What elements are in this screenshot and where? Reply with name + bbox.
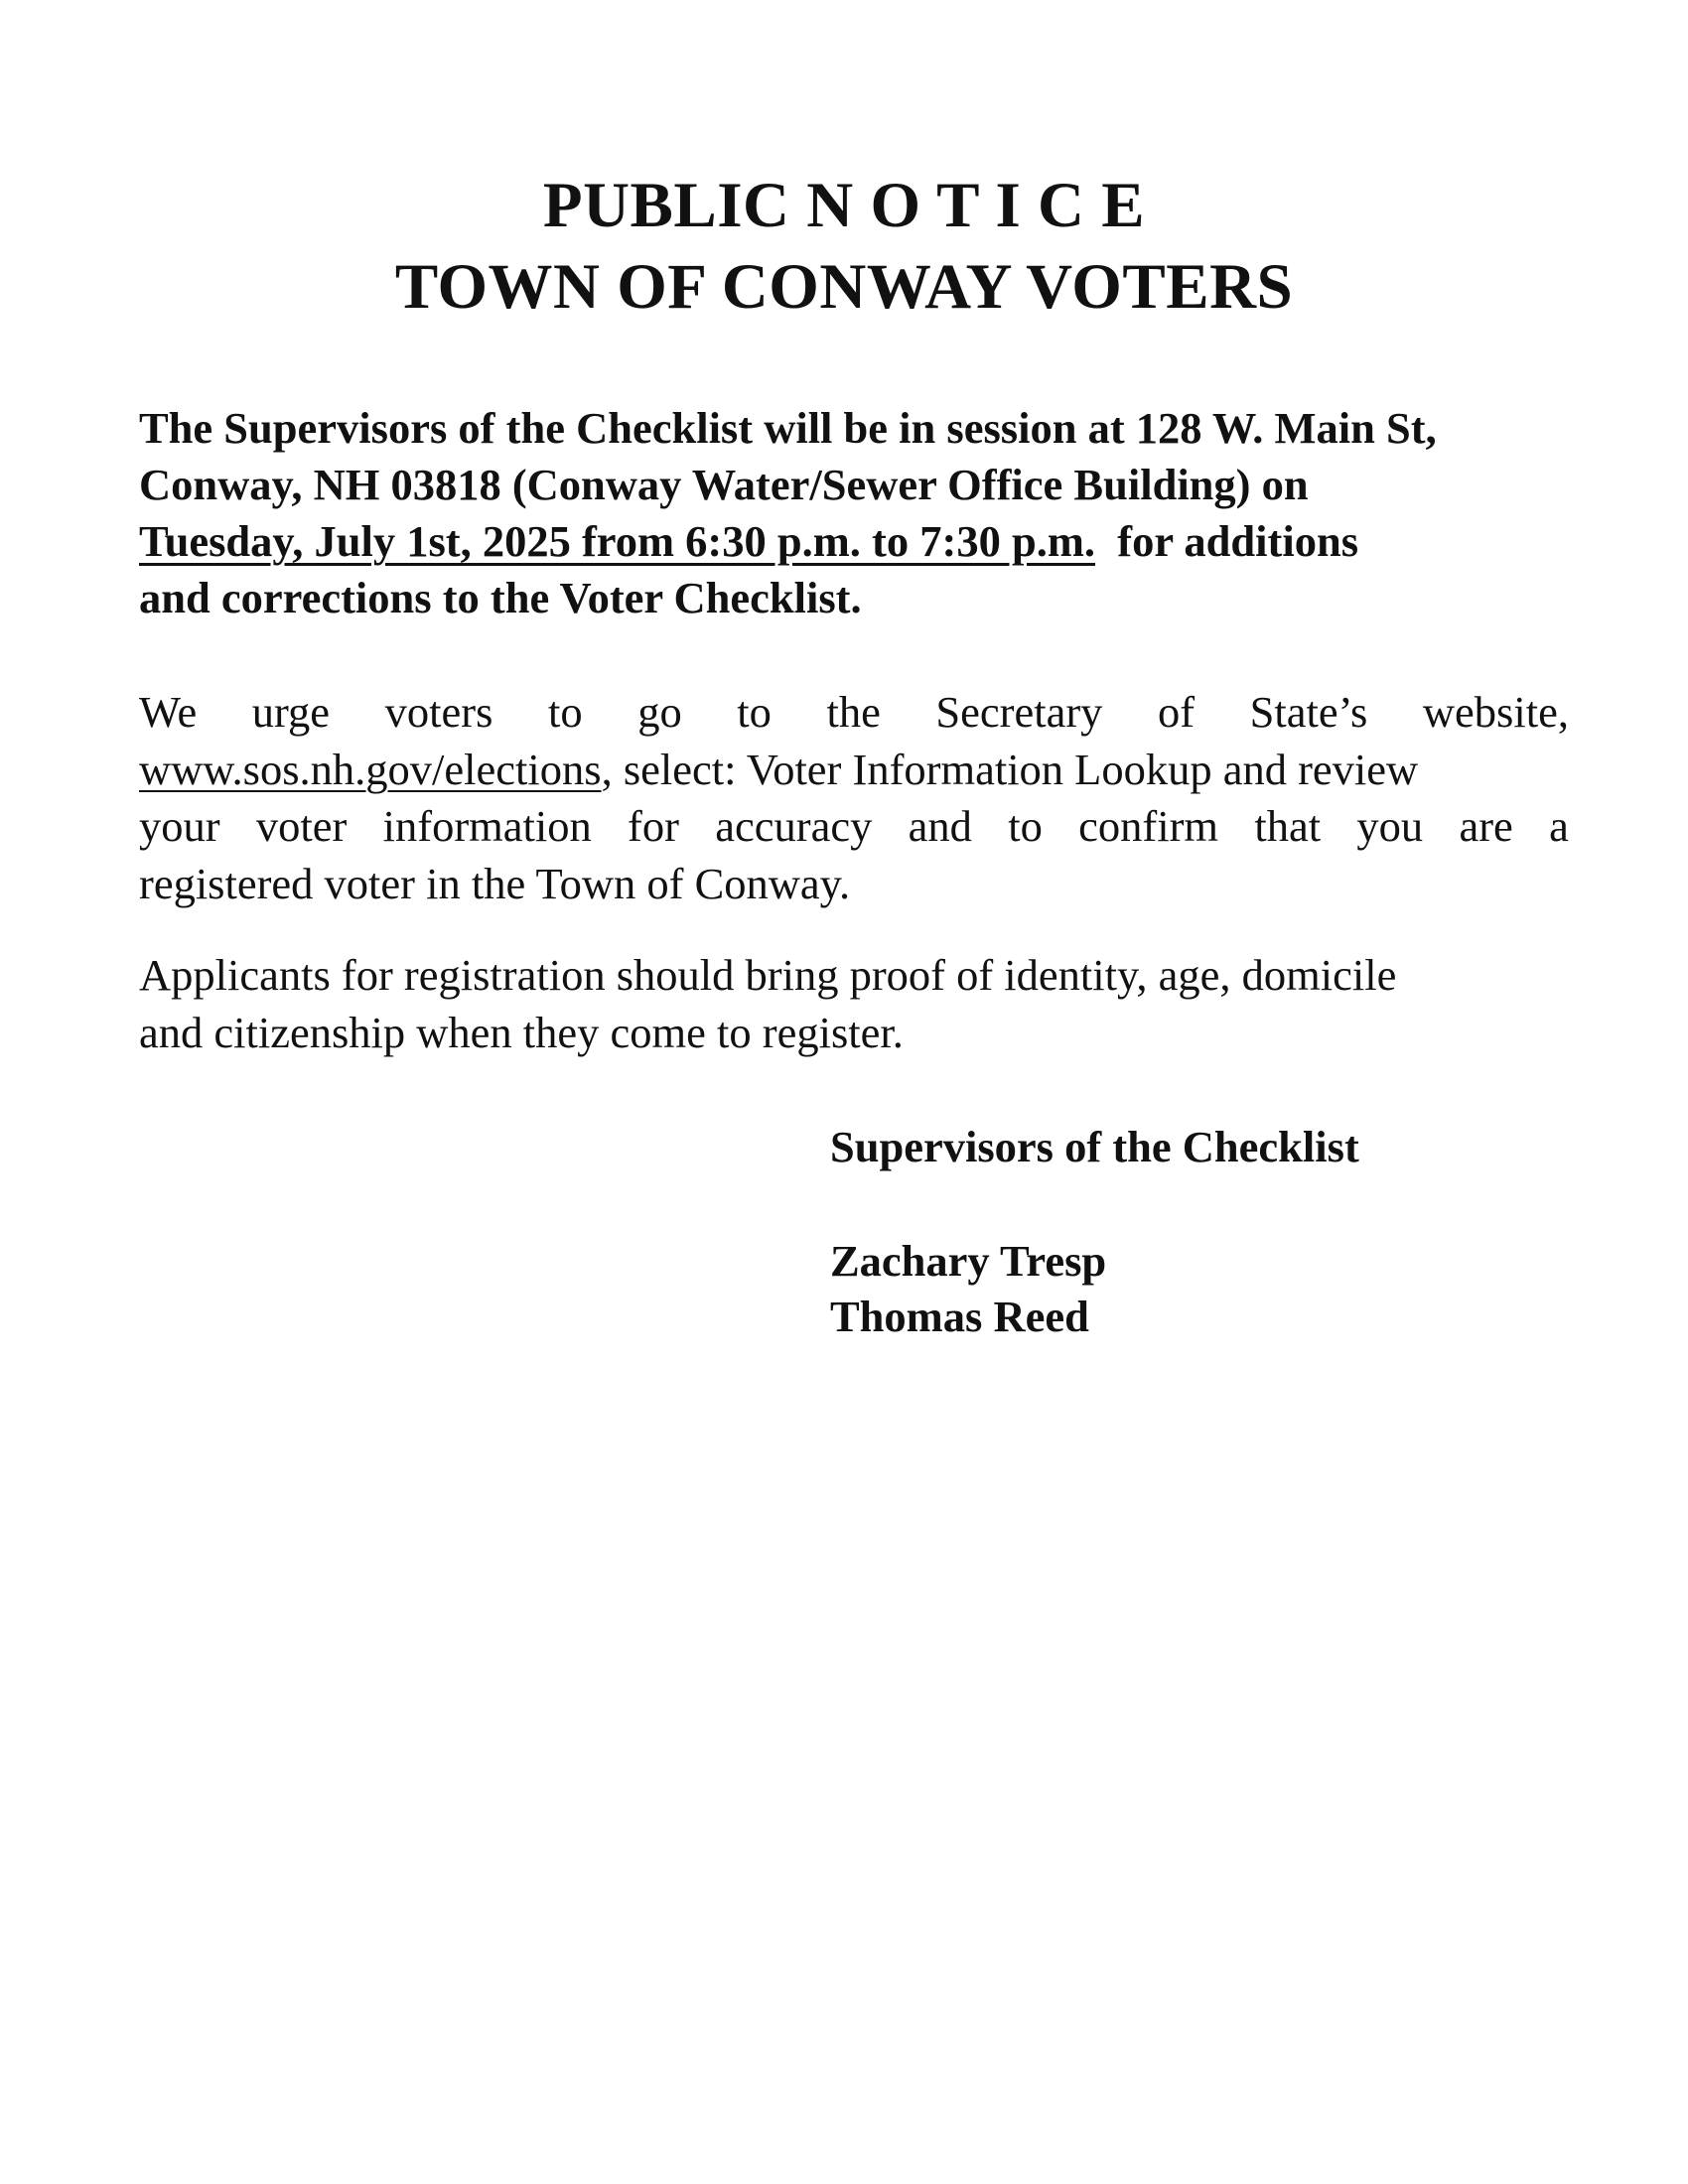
applicants-line: Applicants for registration should bring proof of identity, age, domicile — [139, 950, 1397, 1000]
website-word: website, — [1422, 687, 1569, 737]
website-word: that — [1254, 801, 1322, 851]
signature-name: Zachary Tresp — [830, 1236, 1107, 1286]
website-word: urge — [251, 687, 331, 737]
website-line-rest: , select: Voter Information Lookup and review — [601, 744, 1419, 794]
website-line — [139, 798, 1569, 856]
website-word: We — [139, 687, 198, 737]
website-word: your — [139, 801, 220, 851]
website-line — [139, 742, 1569, 799]
website-word: to — [1008, 801, 1043, 851]
website-paragraph — [139, 684, 1569, 912]
website-word: and — [908, 801, 972, 851]
website-word: a — [1549, 801, 1569, 851]
sos-website-link[interactable]: www.sos.nh.gov/elections — [139, 744, 602, 794]
applicants-line: and citizenship when they come to register. — [139, 1007, 904, 1057]
session-line-rest: for additions — [1095, 516, 1359, 566]
session-line: and corrections to the Voter Checklist. — [139, 573, 862, 622]
website-word: go — [637, 687, 682, 737]
website-word: to — [737, 687, 772, 737]
website-word: are — [1459, 801, 1513, 851]
signature-heading: Supervisors of the Checklist — [830, 1122, 1359, 1171]
website-word: State’s — [1249, 687, 1368, 737]
session-paragraph — [139, 400, 1569, 626]
session-date-time: Tuesday, July 1st, 2025 from 6:30 p.m. to 7:30 p.m. — [139, 516, 1096, 566]
website-word: to — [547, 687, 583, 737]
website-word: voter — [255, 801, 348, 851]
session-line — [139, 513, 1569, 570]
website-word: Secretary — [935, 687, 1103, 737]
website-line: registered voter in the Town of Conway. — [139, 858, 851, 908]
website-word: you — [1356, 801, 1424, 851]
signature-name: Thomas Reed — [830, 1292, 1089, 1341]
notice-title: PUBLIC N O T I C E — [542, 170, 1146, 241]
website-word: voters — [384, 687, 493, 737]
applicants-paragraph — [139, 947, 1569, 1061]
website-word: for — [628, 801, 679, 851]
website-word: of — [1158, 687, 1196, 737]
website-line — [139, 684, 1569, 742]
website-word: confirm — [1078, 801, 1219, 851]
session-line: The Supervisors of the Checklist will be in session at 128 W. Main St, — [139, 403, 1437, 453]
website-word: accuracy — [715, 801, 873, 851]
website-word: information — [382, 801, 592, 851]
notice-subtitle: TOWN OF CONWAY VOTERS — [394, 251, 1294, 323]
website-word: the — [826, 687, 881, 737]
session-line: Conway, NH 03818 (Conway Water/Sewer Office Building) on — [139, 460, 1309, 509]
